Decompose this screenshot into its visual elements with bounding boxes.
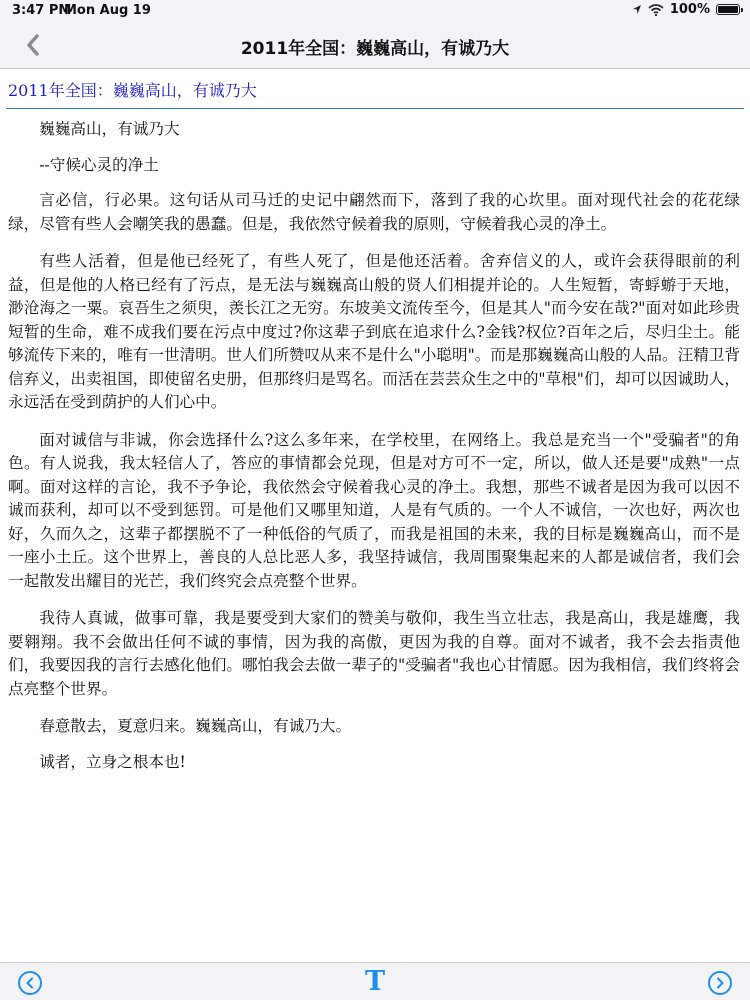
status-date: Mon Aug 19 (64, 3, 151, 18)
article-paragraph: 我待人真诚，做事可靠，我是要受到大家们的赞美与敬仰，我生当立壮志，我是高山，我是雄鹰，我要翱翔。我不会做出任何不诚的事情，因为我的高傲，更因为我的自尊。面对不诚者，我不会去指责他们，我要因我的言行去感化他们。哪怕我会去做一辈子的"受骗者"我也心甘情愿。因为我相信，我们终将会点亮整个世界。 (8, 609, 740, 698)
status-bar (0, 0, 750, 22)
battery-percent: 100% (669, 2, 710, 17)
article-body (8, 118, 740, 786)
next-article-button[interactable] (708, 971, 732, 995)
bottom-toolbar (0, 962, 750, 1000)
article-paragraph: 有些人活着，但是他已经死了，有些人死了，但是他还活着。舍弃信义的人，或许会获得眼前的利益，但是他的人格已经有了污点，是无法与巍巍高山般的贤人们相提并论的。人生短暂，寄蜉蝣于天地，渺沧海之一粟。哀吾生之须臾，羡长江之无穷。东坡美文流传至今，但是其人"而今安在哉?"面对如此珍贵短暂的生命，难不成我们要在污点中度过?你这辈子到底在追求什么?金钱?权位?百年之后，尽归尘土。能够流传下来的，唯有一世清明。世人们所赞叹从来不是什么"小聪明"。而是那巍巍高山般的人品。汪精卫背信弃义，出卖祖国，即使留名史册，但那终归是骂名。而活在芸芸众生之中的"草根"们，却可以因诚助人，永远活在受到荫护的人们心中。 (8, 252, 740, 411)
article-closing: 诚者，立身之根本也! (39, 752, 186, 771)
chevron-right-circle-icon (714, 977, 726, 989)
text-size-button[interactable]: T (364, 965, 386, 997)
title-divider (6, 108, 744, 109)
article-heading: 巍巍高山，有诚乃大 (39, 120, 180, 138)
article-paragraph: 春意散去，夏意归来。巍巍高山，有诚乃大。 (39, 717, 352, 735)
chevron-left-circle-icon (24, 977, 36, 989)
article-title: 2011年全国：巍巍高山，有诚乃大 (8, 81, 257, 100)
article-paragraph: 面对诚信与非诚，你会选择什么?这么多年来，在学校里，在网络上。我总是充当一个"受骗者"的角色。有人说我，我太轻信人了，答应的事情都会兑现，但是对方可不一定，所以，做人还是要"成熟"一点啊。面对这样的言论，我不予争论，我依然会守候着我心灵的净土。我想，那些不诚者是因为我可以因不诚而获利，却可以不受到惩罚。可是他们又哪里知道，人是有气质的。一个人不诚信，一次也好，两次也好，久而久之，这辈子都摆脱不了一种低俗的气质了，而我是祖国的未来，我的目标是巍巍高山，而不是一座小土丘。这个世界上，善良的人总比恶人多，我坚持诚信，我周围聚集起来的人都是诚信者，我们会一起散发出耀目的光芒，我们终究会点亮整个世界。 (8, 430, 740, 590)
location-icon (632, 4, 642, 15)
wifi-icon (648, 4, 664, 16)
article-paragraph: 言必信，行必果。这句话从司马迁的史记中翩然而下，落到了我的心坎里。面对现代社会的花花绿绿，尽管有些人会嘲笑我的愚蠢。但是，我依然守候着我的原则，守候着我心灵的净土。 (8, 191, 740, 233)
navigation-bar (0, 22, 750, 69)
battery-icon (716, 4, 740, 15)
previous-article-button[interactable] (18, 971, 42, 995)
nav-title: 2011年全国：巍巍高山，有诚乃大 (240, 39, 510, 59)
status-indicators (632, 2, 740, 17)
article-subheading: --守候心灵的净土 (39, 155, 159, 174)
status-time: 3:47 PM (12, 3, 72, 18)
